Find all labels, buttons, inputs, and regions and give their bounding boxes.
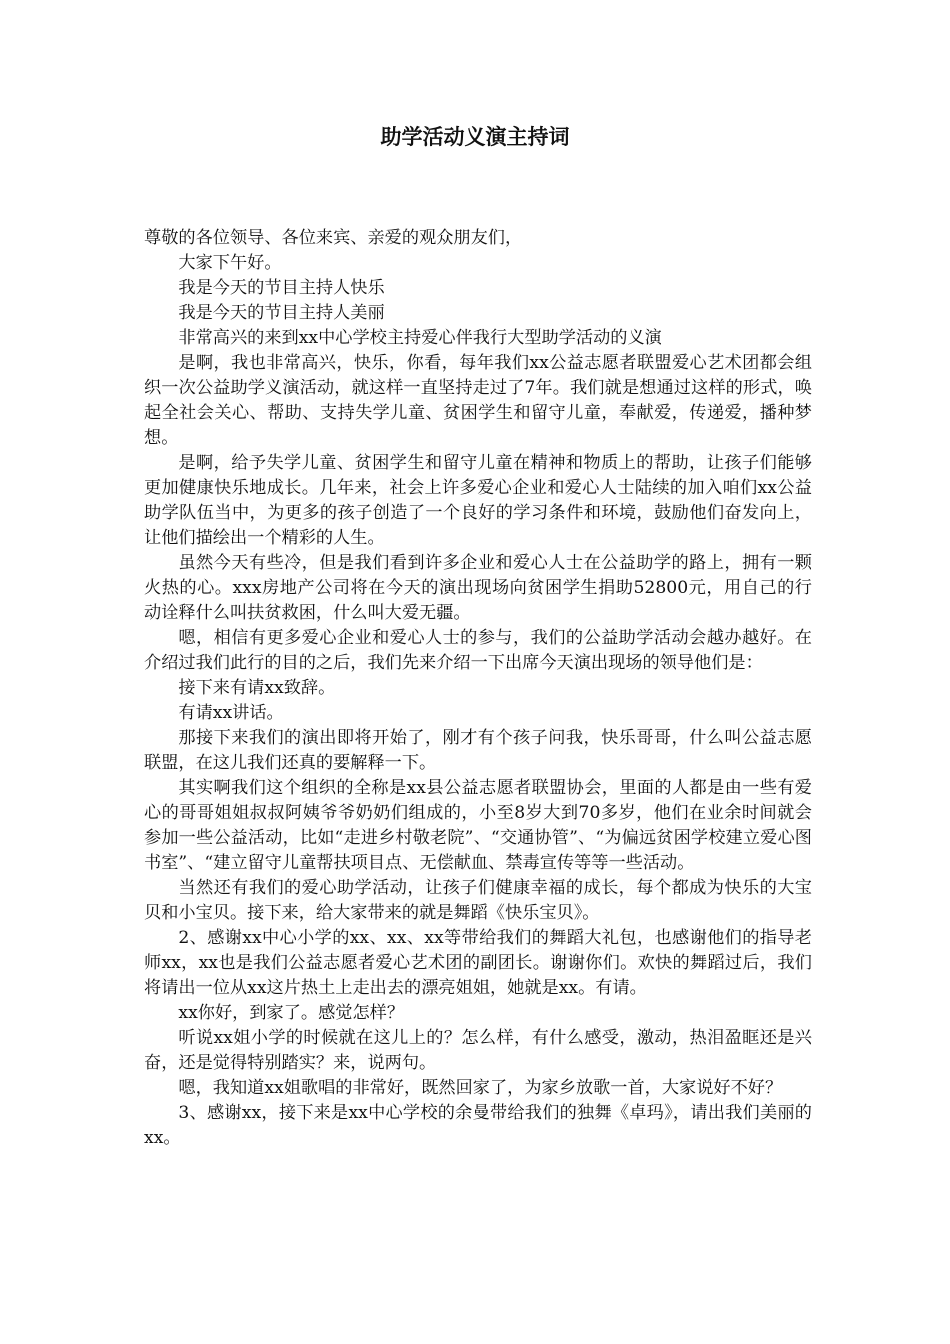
paragraph: 3、感谢xx，接下来是xx中心学校的余曼带给我们的独舞《卓玛》，请出我们美丽的xx。 <box>144 1103 812 1148</box>
paragraph: 是啊，给予失学儿童、贫困学生和留守儿童在精神和物质上的帮助，让孩子们能够更加健康快乐地成长。几年来，社会上许多爱心企业和爱心人士陆续的加入咱们xx公益助学队伍当中，为更多的孩子创造了一个良好的学习条件和环境，鼓励他们奋发向上，让他们描绘出一个精彩的人生。 <box>144 453 812 548</box>
document-body <box>144 226 812 1151</box>
paragraph: 我是今天的节目主持人美丽 <box>178 303 385 323</box>
paragraph: 大家下午好。 <box>178 253 282 273</box>
paragraph: 虽然今天有些冷，但是我们看到许多企业和爱心人士在公益助学的路上，拥有一颗火热的心。xxx房地产公司将在今天的演出现场向贫困学生捐助52800元，用自己的行动诠释什么叫扶贫救困，什么叫大爱无疆。 <box>144 553 812 623</box>
paragraph: 其实啊我们这个组织的全称是xx县公益志愿者联盟协会，里面的人都是由一些有爱心的哥哥姐姐叔叔阿姨爷爷奶奶们组成的，小至8岁大到70多岁，他们在业余时间就会参加一些公益活动，比如“走进乡村敬老院”、“交通协管”、“为偏远贫困学校建立爱心图书室”、“建立留守儿童帮扶项目点、无偿献血、禁毒宣传等等一些活动。 <box>144 778 812 873</box>
paragraph: 2、感谢xx中心小学的xx、xx、xx等带给我们的舞蹈大礼包，也感谢他们的指导老师xx，xx也是我们公益志愿者爱心艺术团的副团长。谢谢你们。欢快的舞蹈过后，我们将请出一位从xx这片热土上走出去的漂亮姐姐，她就是xx。有请。 <box>144 928 812 998</box>
paragraph-salutation: 尊敬的各位领导、各位来宾、亲爱的观众朋友们， <box>144 228 523 248</box>
paragraph: 那接下来我们的演出即将开始了，刚才有个孩子问我，快乐哥哥，什么叫公益志愿联盟，在这儿我们还真的要解释一下。 <box>144 728 812 773</box>
document-title: 助学活动义演主持词 <box>380 124 570 149</box>
paragraph: 听说xx姐小学的时候就在这儿上的？怎么样，有什么感受，激动，热泪盈眶还是兴奋，还是觉得特别踏实？来，说两句。 <box>144 1028 812 1073</box>
paragraph: 当然还有我们的爱心助学活动，让孩子们健康幸福的成长，每个都成为快乐的大宝贝和小宝贝。接下来，给大家带来的就是舞蹈《快乐宝贝》。 <box>144 878 812 923</box>
paragraph: 非常高兴的来到xx中心学校主持爱心伴我行大型助学活动的义演 <box>178 328 662 348</box>
paragraph: 有请xx讲话。 <box>178 703 284 723</box>
paragraph: 嗯，我知道xx姐歌唱的非常好，既然回家了，为家乡放歌一首，大家说好不好？ <box>178 1078 783 1098</box>
paragraph: 嗯，相信有更多爱心企业和爱心人士的参与，我们的公益助学活动会越办越好。在介绍过我们此行的目的之后，我们先来介绍一下出席今天演出现场的领导他们是： <box>144 628 812 673</box>
paragraph: 接下来有请xx致辞。 <box>178 678 336 698</box>
paragraph: 我是今天的节目主持人快乐 <box>178 278 385 298</box>
paragraph: 是啊，我也非常高兴，快乐，你看，每年我们xx公益志愿者联盟爱心艺术团都会组织一次公益助学义演活动，就这样一直坚持走过了7年。我们就是想通过这样的形式，唤起全社会关心、帮助、支持失学儿童、贫困学生和留守儿童，奉献爱，传递爱，播种梦想。 <box>144 353 812 448</box>
paragraph: xx你好，到家了。感觉怎样？ <box>178 1003 405 1023</box>
